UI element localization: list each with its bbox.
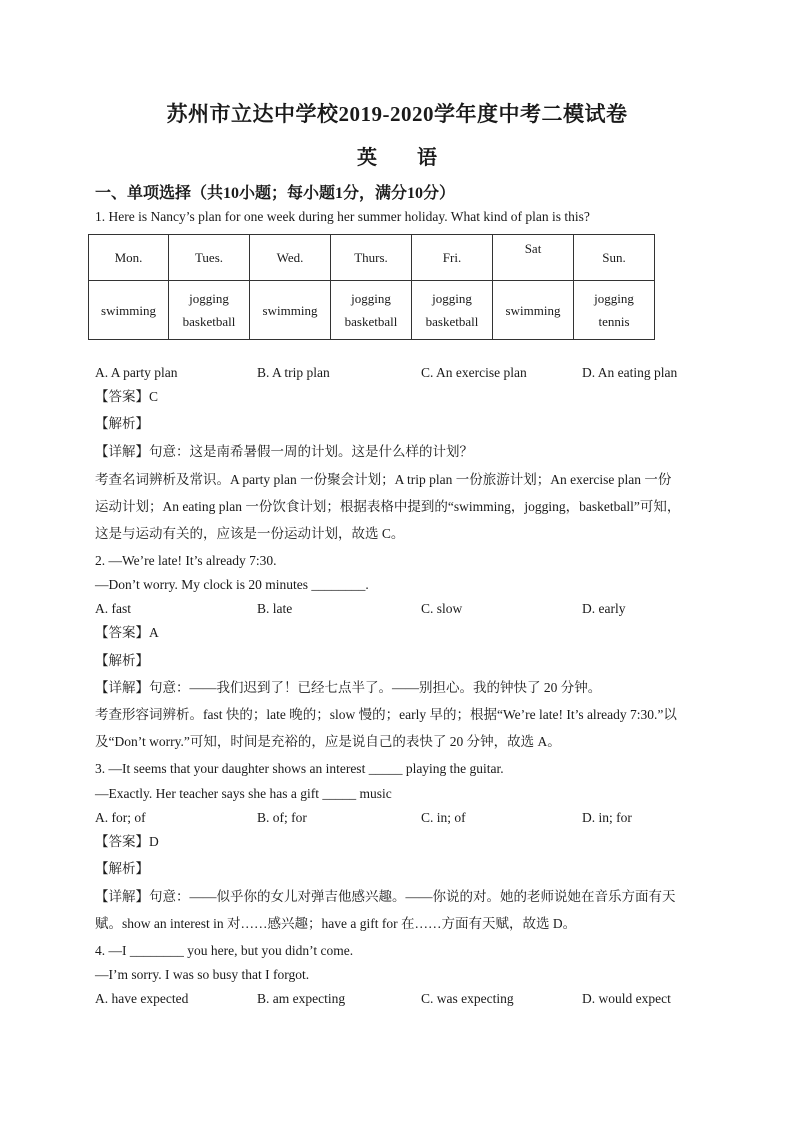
q1-analysis-label: 【解析】 [95, 416, 149, 431]
q2-option-b[interactable]: B. late [257, 601, 293, 616]
day-cell: Tues. [169, 235, 250, 281]
q2-explain-line: 及“Don’t worry.”可知，时间是充裕的，应是说自己的表快了 20 分钟，故选 A。 [95, 734, 561, 749]
q3-option-d[interactable]: D. in; for [582, 810, 632, 825]
subject-char-2: 语 [417, 147, 437, 169]
q3-detail: 【详解】句意：——似乎你的女儿对弹吉他感兴趣。——你说的对。她的老师说她在音乐方面有天 [95, 889, 676, 904]
q1-explain-line: 这是与运动有关的，应该是一份运动计划，故选 C。 [95, 526, 405, 541]
q2-option-c[interactable]: C. slow [421, 601, 463, 616]
day-cell: Thurs. [331, 235, 412, 281]
day-cell: Wed. [250, 235, 331, 281]
q1-answer: 【答案】C [95, 389, 159, 404]
q3-stem-line: —Exactly. Her teacher says she has a gift _____ music [95, 786, 392, 801]
day-cell: Fri. [412, 235, 493, 281]
activity-cell: jogging basketball [169, 281, 250, 340]
q1-stem: 1. Here is Nancy’s plan for one week during her summer holiday. What kind of plan is this? [95, 209, 590, 224]
activity-cell: swimming [250, 281, 331, 340]
q2-detail: 【详解】句意：——我们迟到了！已经七点半了。——别担心。我的钟快了 20 分钟。 [95, 680, 602, 695]
activity-cell: jogging tennis [574, 281, 655, 340]
q3-analysis-label: 【解析】 [95, 861, 149, 876]
q2-option-a[interactable]: A. fast [95, 601, 131, 616]
q4-option-c[interactable]: C. was expecting [421, 991, 514, 1006]
q2-stem-line: 2. —We’re late! It’s already 7:30. [95, 553, 277, 568]
activity-cell: swimming [89, 281, 169, 340]
q1-option-c[interactable]: C. An exercise plan [421, 365, 527, 380]
section-heading: 一、单项选择（共10小题；每小题1分，满分10分） [95, 185, 456, 202]
q4-stem-line: —I’m sorry. I was so busy that I forgot. [95, 967, 310, 982]
plan-table-activity-row [89, 281, 655, 340]
activity-cell: jogging basketball [412, 281, 493, 340]
activity-cell: swimming [493, 281, 574, 340]
q1-option-b[interactable]: B. A trip plan [257, 365, 330, 380]
q4-option-b[interactable]: B. am expecting [257, 991, 346, 1006]
q2-stem-line: —Don’t worry. My clock is 20 minutes ________. [95, 577, 369, 592]
plan-table-header-row [89, 235, 655, 281]
q4-stem-line: 4. —I ________ you here, but you didn’t come. [95, 943, 354, 958]
q1-option-a[interactable]: A. A party plan [95, 365, 178, 380]
exam-title: 苏州市立达中学校2019-2020学年度中考二模试卷 [166, 102, 628, 126]
q2-option-d[interactable]: D. early [582, 601, 626, 616]
q1-explain-line: 运动计划；An eating plan 一份饮食计划；根据表格中提到的“swimming，jogging，basketball”可知， [95, 499, 681, 514]
subject-char-1: 英 [357, 147, 377, 169]
subject-title [0, 141, 794, 170]
q4-option-a[interactable]: A. have expected [95, 991, 189, 1006]
q3-option-c[interactable]: C. in; of [421, 810, 466, 825]
q3-answer: 【答案】D [95, 834, 159, 849]
day-cell: Sat [493, 235, 574, 281]
q1-explain-line: 考查名词辨析及常识。A party plan 一份聚会计划；A trip plan 一份旅游计划；An exercise plan 一份 [95, 472, 672, 487]
day-cell: Mon. [89, 235, 169, 281]
q2-analysis-label: 【解析】 [95, 653, 149, 668]
q3-option-b[interactable]: B. of; for [257, 810, 307, 825]
q2-answer: 【答案】A [95, 625, 159, 640]
plan-table [88, 234, 655, 340]
q1-detail: 【详解】句意：这是南希暑假一周的计划。这是什么样的计划？ [95, 444, 473, 459]
q2-explain-line: 考查形容词辨析。fast 快的；late 晚的；slow 慢的；early 早的；根据“We’re late! It’s already 7:30.”以 [95, 707, 677, 722]
q4-option-d[interactable]: D. would expect [582, 991, 671, 1006]
q3-option-a[interactable]: A. for; of [95, 810, 146, 825]
q3-explain-line: 赋。show an interest in 对……感兴趣；have a gift for 在……方面有天赋，故选 D。 [95, 916, 577, 931]
day-cell: Sun. [574, 235, 655, 281]
q3-stem-line: 3. —It seems that your daughter shows an interest _____ playing the guitar. [95, 761, 504, 776]
activity-cell: jogging basketball [331, 281, 412, 340]
q1-option-d[interactable]: D. An eating plan [582, 365, 678, 380]
